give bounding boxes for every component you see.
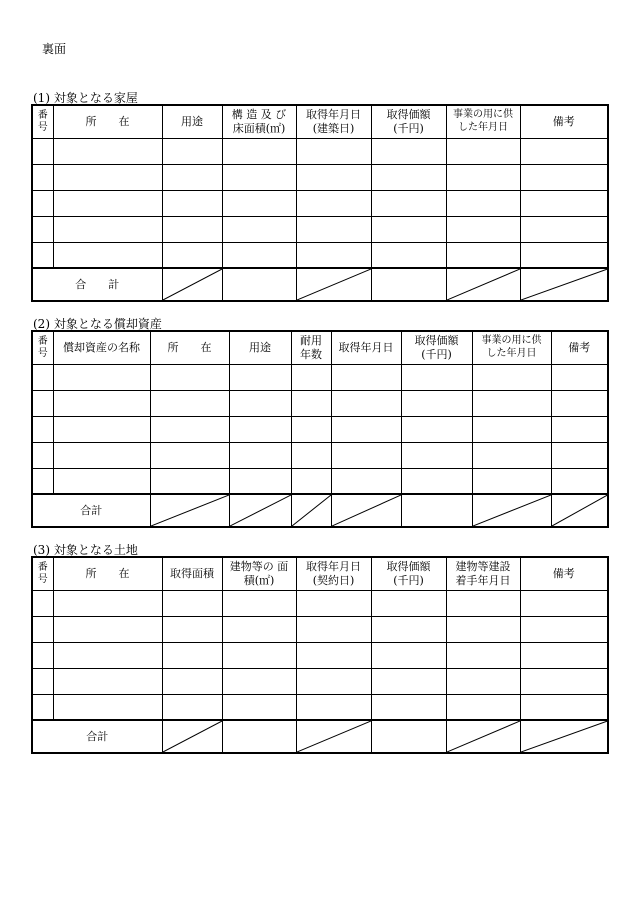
table-row xyxy=(32,442,608,468)
houses-header-row xyxy=(32,105,608,138)
table-row xyxy=(32,390,608,416)
houses-header-business-date: 事業の用に供 した年月日 xyxy=(446,105,520,138)
assets-header-business-date: 事業の用に供 した年月日 xyxy=(472,331,551,364)
assets-header-location: 所 在 xyxy=(150,331,229,364)
table-row xyxy=(32,590,608,616)
diagonal-cell xyxy=(446,720,520,753)
houses-header-structure: 構 造 及 び 床面積(㎡) xyxy=(222,105,296,138)
assets-header-useful-life: 耐用 年数 xyxy=(291,331,331,364)
houses-header-acq-date: 取得年月日 (建築日) xyxy=(296,105,371,138)
assets-total-row xyxy=(32,494,608,527)
land-table xyxy=(31,556,609,754)
diagonal-cell xyxy=(520,268,608,301)
page-side-label: 裏面 xyxy=(42,42,67,56)
land-header-location: 所 在 xyxy=(53,557,162,590)
section-houses-title: (1) 対象となる家屋 xyxy=(33,91,138,105)
diagonal-cell xyxy=(551,494,608,527)
table-row xyxy=(32,190,608,216)
houses-table xyxy=(31,104,609,302)
table-row xyxy=(32,694,608,720)
table-row xyxy=(32,164,608,190)
houses-header-number: 番号 xyxy=(32,105,53,138)
diagonal-cell xyxy=(296,268,371,301)
diagonal-cell xyxy=(472,494,551,527)
assets-header-acq-date: 取得年月日 xyxy=(331,331,401,364)
table-row xyxy=(32,468,608,494)
diagonal-cell xyxy=(296,720,371,753)
land-header-acq-price: 取得価額 (千円) xyxy=(371,557,446,590)
table-row xyxy=(32,216,608,242)
assets-header-use: 用途 xyxy=(229,331,291,364)
diagonal-cell xyxy=(446,268,520,301)
diagonal-cell xyxy=(162,720,222,753)
diagonal-cell xyxy=(291,494,331,527)
table-row xyxy=(32,364,608,390)
diagonal-cell xyxy=(331,494,401,527)
assets-table xyxy=(31,330,609,528)
diagonal-cell xyxy=(229,494,291,527)
diagonal-cell xyxy=(150,494,229,527)
diagonal-cell xyxy=(162,268,222,301)
land-header-acq-date: 取得年月日 (契約日) xyxy=(296,557,371,590)
houses-total-label: 合 計 xyxy=(32,268,162,301)
land-header-building-area: 建物等の 面積(㎡) xyxy=(222,557,296,590)
assets-header-acq-price: 取得価額 (千円) xyxy=(401,331,472,364)
houses-header-acq-price: 取得価額 (千円) xyxy=(371,105,446,138)
section-land-title: (3) 対象となる土地 xyxy=(33,543,138,557)
assets-header-row xyxy=(32,331,608,364)
houses-header-location: 所 在 xyxy=(53,105,162,138)
table-row xyxy=(32,416,608,442)
land-header-remarks: 備考 xyxy=(520,557,608,590)
land-header-row xyxy=(32,557,608,590)
land-total-row xyxy=(32,720,608,753)
assets-header-name: 償却資産の名称 xyxy=(53,331,150,364)
diagonal-cell xyxy=(520,720,608,753)
assets-total-label: 合計 xyxy=(32,494,150,527)
table-row xyxy=(32,616,608,642)
table-row xyxy=(32,242,608,268)
land-total-label: 合計 xyxy=(32,720,162,753)
table-row xyxy=(32,138,608,164)
houses-header-remarks: 備考 xyxy=(520,105,608,138)
land-header-construction-date: 建物等建設 着手年月日 xyxy=(446,557,520,590)
assets-header-number: 番号 xyxy=(32,331,53,364)
assets-header-remarks: 備考 xyxy=(551,331,608,364)
land-header-area: 取得面積 xyxy=(162,557,222,590)
table-row xyxy=(32,642,608,668)
land-header-number: 番号 xyxy=(32,557,53,590)
table-row xyxy=(32,668,608,694)
houses-total-row xyxy=(32,268,608,301)
section-assets-title: (2) 対象となる償却資産 xyxy=(33,317,162,331)
houses-header-use: 用途 xyxy=(162,105,222,138)
